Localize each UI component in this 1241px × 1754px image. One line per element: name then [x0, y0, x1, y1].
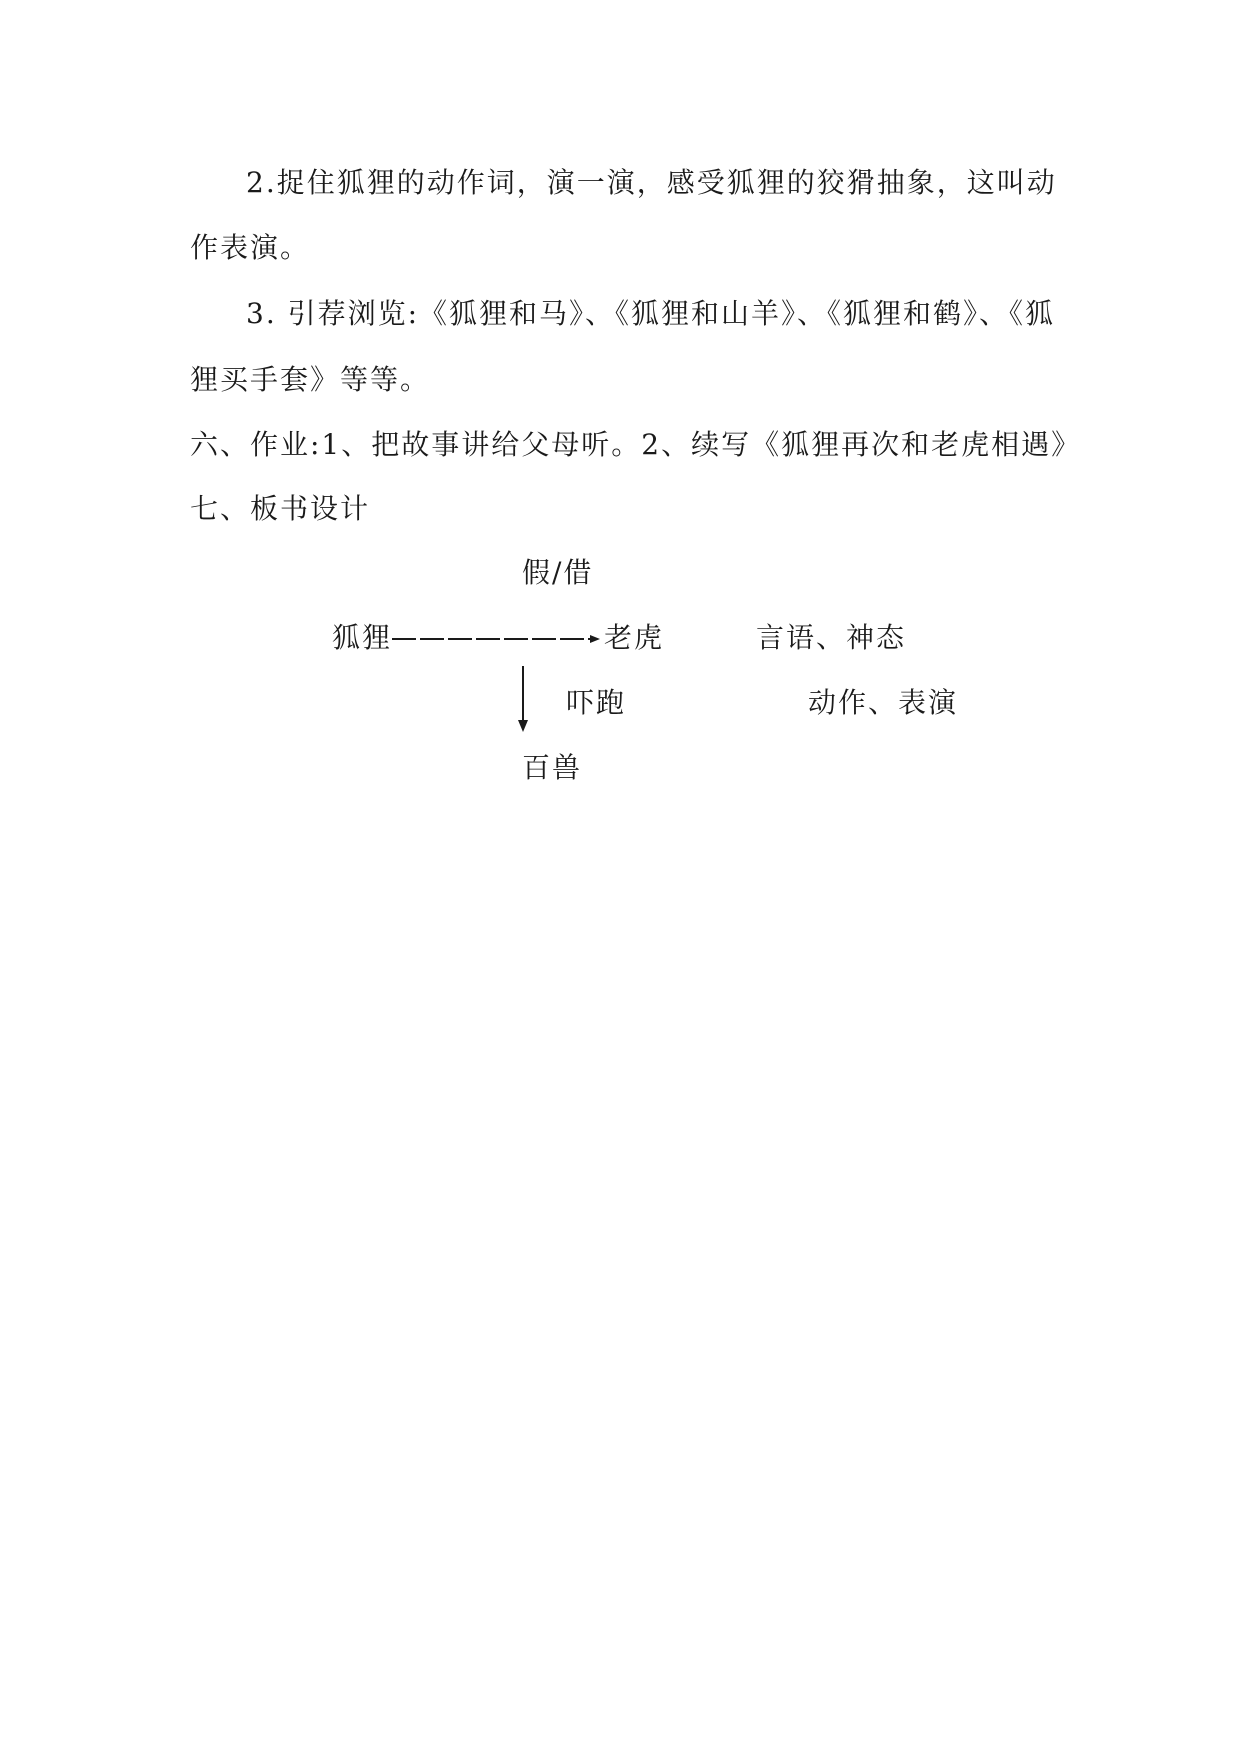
board-down-label: 吓跑 — [566, 686, 627, 719]
down-arrow-icon — [518, 666, 528, 732]
board-top-label: 假/借 — [522, 556, 594, 589]
paragraph-line: 3. 引荐浏览:《狐狸和马》、《狐狸和山羊》、《狐狸和鹤》、《狐 — [246, 297, 1056, 330]
board-bottom-node: 百兽 — [522, 751, 583, 784]
paragraph-line: 2.捉住狐狸的动作词，演一演，感受狐狸的狡猾抽象，这叫动 — [246, 166, 1057, 199]
paragraph-line: 狸买手套》等等。 — [190, 363, 431, 396]
section-heading-board-design: 七、板书设计 — [190, 492, 371, 525]
board-left-node: 狐狸 — [332, 621, 393, 654]
paragraph-line: 作表演。 — [190, 231, 311, 264]
right-arrow-icon — [392, 635, 600, 643]
board-right-node: 老虎 — [604, 621, 665, 654]
homework-line: 六、作业:1、把故事讲给父母听。2、续写《狐狸再次和老虎相遇》 — [190, 428, 1082, 461]
board-side-note-speech: 言语、神态 — [756, 621, 907, 654]
board-side-note-action: 动作、表演 — [808, 686, 959, 719]
